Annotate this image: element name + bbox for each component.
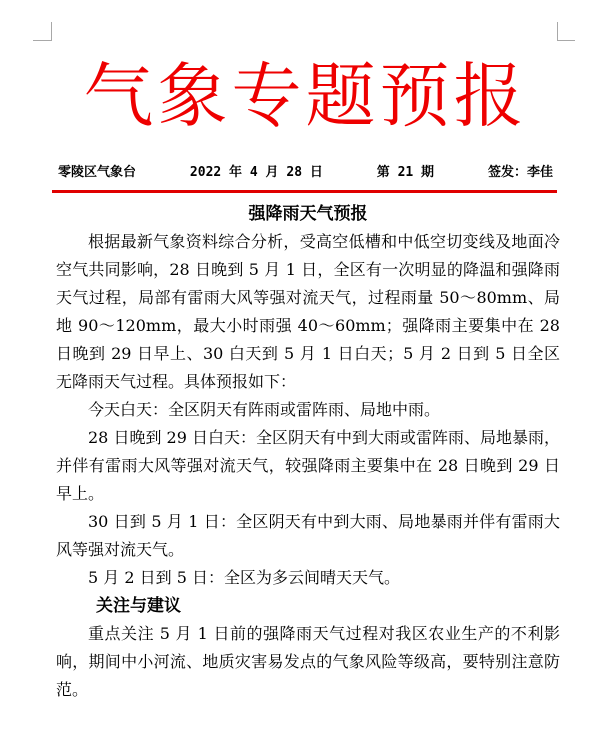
forecast-title: 强降雨天气预报	[248, 204, 368, 224]
paragraph: 5 月 2 日到 5 日：全区为多云间晴天天气。	[88, 568, 400, 587]
issue-date: 2022 年 4 月 28 日	[189, 165, 323, 180]
red-divider	[52, 190, 557, 193]
paragraph: 30 日到 5 月 1 日：全区阴天有中到大雨、局地暴雨并伴有雷雨大风等强对流天气。	[56, 512, 560, 559]
office-name: 零陵区气象台	[58, 165, 137, 180]
issue-info-row	[58, 163, 553, 183]
document-body	[56, 200, 560, 704]
signer: 签发：李佳	[487, 165, 553, 180]
paragraph: 根据最新气象资料综合分析，受高空低槽和中低空切变线及地面冷空气共同影响，28 日晚到 5 月 1 日，全区有一次明显的降温和强降雨天气过程，局部有雷雨大风等强对流天气，过程雨量 50～80mm、局地 90～120mm，最大小时雨强 40～60mm；强降雨主要集中在 28 日晚到 29 日早上、30 白天到 5 月 1 日白天；5 月 2 日到 5 日全区无降雨天气过程。具体预报如下：	[56, 232, 560, 391]
issue-number: 第 21 期	[376, 165, 435, 180]
masthead-title: 气象专题预报	[83, 55, 528, 137]
crop-mark	[557, 22, 558, 41]
paragraph: 28 日晚到 29 日白天：全区阴天有中到大雨或雷阵雨、局地暴雨，并伴有雷雨大风等强对流天气，较强降雨主要集中在 28 日晚到 29 日早上。	[56, 428, 560, 503]
crop-mark	[51, 22, 52, 41]
paragraph: 今天白天：全区阴天有阵雨或雷阵雨、局地中雨。	[88, 400, 441, 419]
crop-mark	[33, 40, 51, 41]
crop-mark	[557, 40, 575, 41]
advice-paragraph: 重点关注 5 月 1 日前的强降雨天气过程对我区农业生产的不利影响，期间中小河流、地质灾害易发点的气象风险等级高，要特别注意防范。	[56, 624, 560, 699]
advice-heading: 关注与建议	[96, 596, 181, 616]
